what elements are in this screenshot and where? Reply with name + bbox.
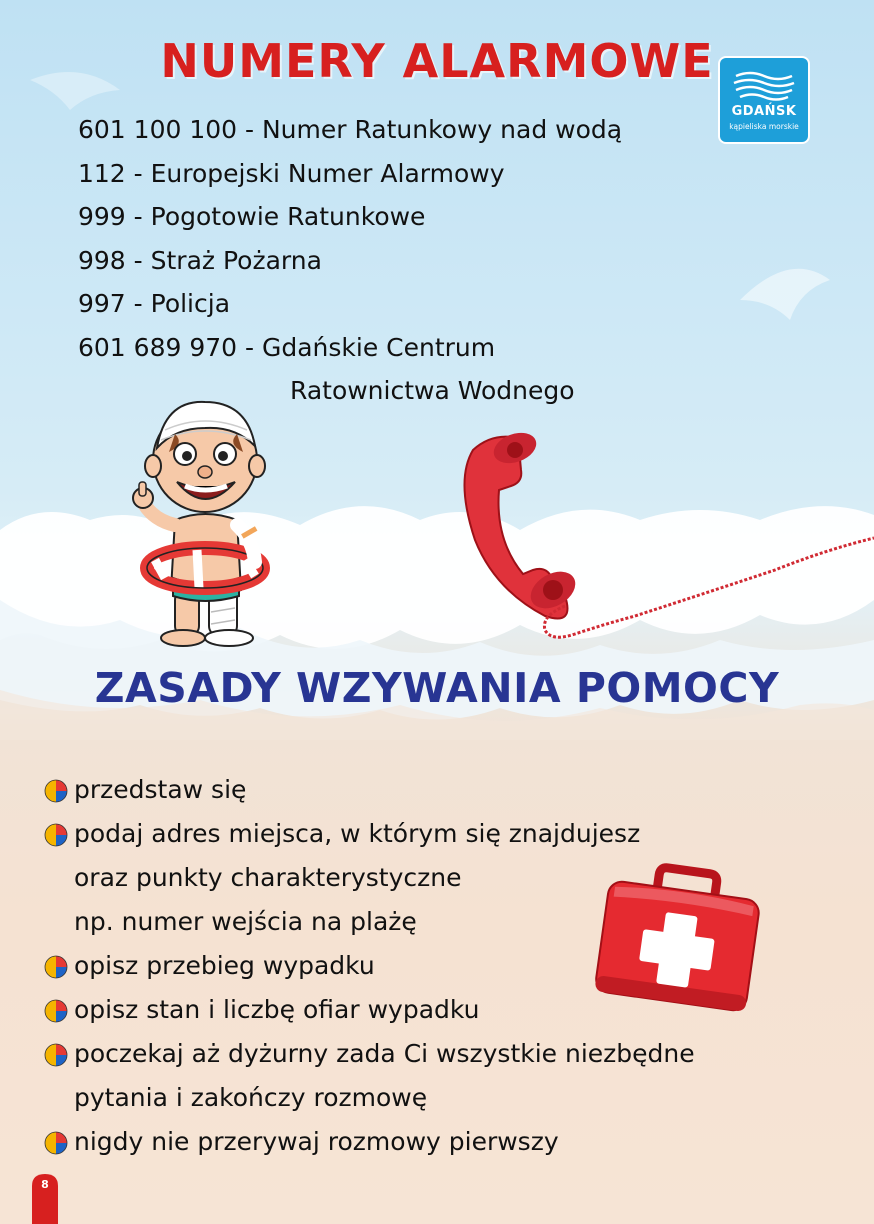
beach-ball-bullet-icon xyxy=(44,823,68,847)
number-item-continuation: Ratownictwa Wodnego xyxy=(290,376,575,405)
rule-text: nigdy nie przerywaj rozmowy pierwszy xyxy=(74,1127,559,1156)
boy-with-lifebuoy xyxy=(125,390,285,650)
number-item: 601 689 970 - Gdańskie Centrum xyxy=(78,332,496,362)
rule-item xyxy=(44,768,695,812)
rule-text: pytania i zakończy rozmowę xyxy=(74,1083,428,1112)
logo-subtitle: kąpieliska morskie xyxy=(729,122,799,131)
rule-item xyxy=(44,1120,695,1164)
beach-ball-bullet-icon xyxy=(44,1131,68,1155)
gdansk-logo xyxy=(720,58,808,142)
number-item: 997 - Policja xyxy=(78,289,231,318)
beach-ball-bullet-icon xyxy=(44,779,68,803)
number-item: 112 - Europejski Numer Alarmowy xyxy=(78,158,505,188)
red-telephone-handset xyxy=(455,420,874,650)
rule-text: podaj adres miejsca, w którym się znajdujesz xyxy=(74,819,641,848)
rule-item xyxy=(44,812,695,856)
emergency-numbers-list xyxy=(78,108,622,413)
page-title: NUMERY ALARMOWE xyxy=(160,34,714,88)
rules-heading: ZASADY WZYWANIA POMOCY xyxy=(94,664,780,712)
rule-text: np. numer wejścia na plażę xyxy=(74,907,417,936)
rule-text: opisz przebieg wypadku xyxy=(74,951,375,980)
rule-text: opisz stan i liczbę ofiar wypadku xyxy=(74,995,480,1024)
page-number-text: 8 xyxy=(41,1178,49,1191)
page-number-tab xyxy=(30,1172,60,1224)
rule-item-continuation xyxy=(44,1076,695,1120)
beach-ball-bullet-icon xyxy=(44,1043,68,1067)
number-item: 999 - Pogotowie Ratunkowe xyxy=(78,202,426,231)
logo-name: GDAŃSK xyxy=(731,104,797,119)
first-aid-kit-icon xyxy=(588,862,768,1018)
rule-text: oraz punkty charakterystyczne xyxy=(74,863,462,892)
beach-ball-bullet-icon xyxy=(44,999,68,1023)
beach-ball-bullet-icon xyxy=(44,955,68,979)
waves-icon xyxy=(720,62,808,106)
rule-text: przedstaw się xyxy=(74,775,247,804)
number-item: 998 - Straż Pożarna xyxy=(78,245,322,275)
rule-text: poczekaj aż dyżurny zada Ci wszystkie niezbędne xyxy=(74,1039,695,1068)
number-item: 601 100 100 - Numer Ratunkowy nad wodą xyxy=(78,115,623,144)
rule-item xyxy=(44,1032,695,1076)
